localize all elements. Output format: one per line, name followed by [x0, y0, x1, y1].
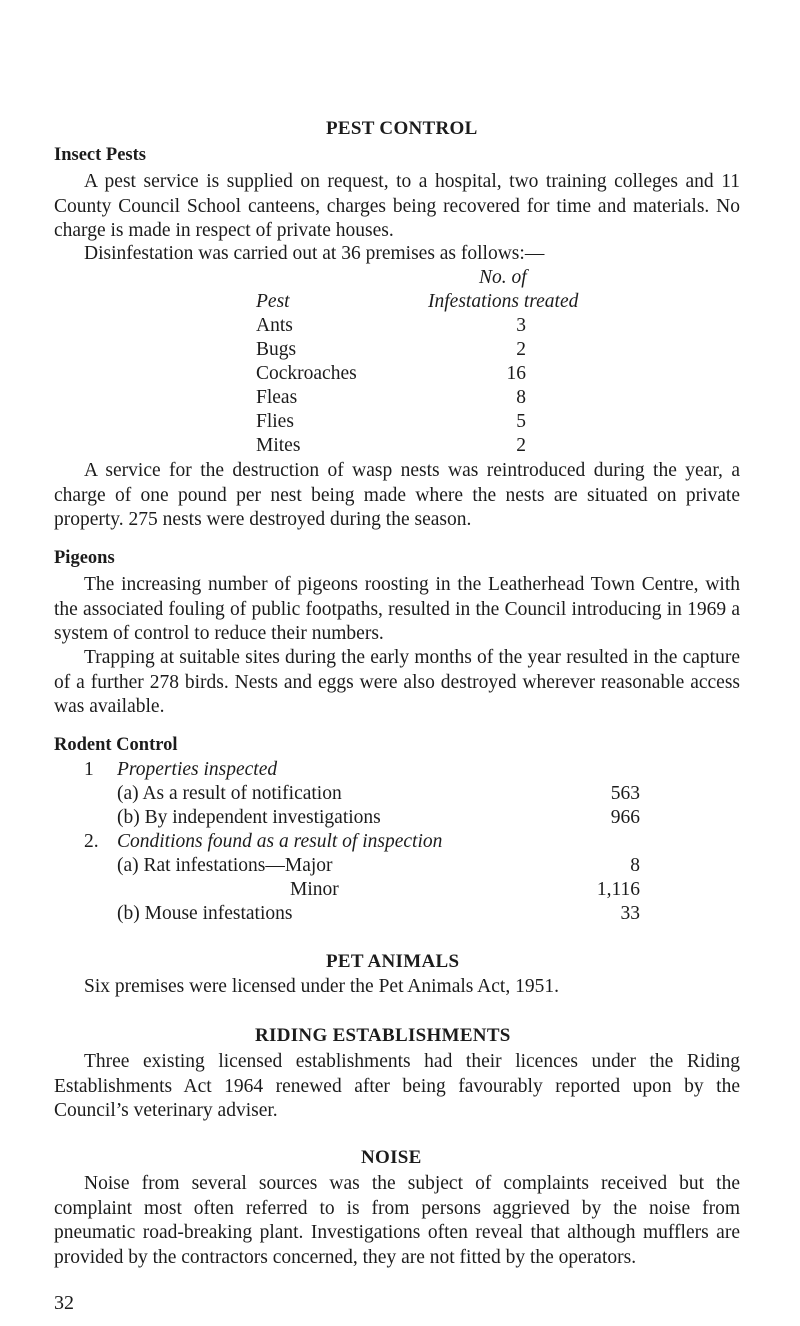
pigeons-paragraph-2: Trapping at suitable sites during the early months of the year resulted in the capture of a further 278 birds. Nests and eggs were also destroyed wherever reasonable access was available.: [54, 647, 740, 717]
pet-animals-text: Six premises were licensed under the Pet Animals Act, 1951.: [84, 976, 559, 997]
wasp-paragraph: A service for the destruction of wasp nests was reintroduced during the year, a charge of one pound per nest being made where the nests are situated on private property. 275 nests were destroyed during the season.: [54, 460, 740, 530]
table-row-pest: Fleas: [256, 387, 298, 408]
rodent-section-1-title: Properties inspected: [117, 759, 278, 780]
rodent-section-1-number: 1: [84, 759, 94, 780]
rodent-2a-minor-label: Minor: [290, 879, 339, 900]
page-number: 32: [54, 1292, 74, 1314]
rodent-2a-label: (a) Rat infestations—Major: [117, 855, 333, 876]
rodent-section-2-number: 2.: [84, 831, 99, 852]
riding-paragraph: Three existing licensed establishments had their licences under the Riding Establishments Act 1964 renewed after being favourably reported upon by the Council’s veterinary adviser.: [54, 1051, 740, 1121]
riding-establishments-heading: RIDING ESTABLISHMENTS: [255, 1025, 511, 1046]
pigeons-heading: Pigeons: [54, 548, 115, 568]
rodent-2a-value: 8: [630, 855, 640, 876]
table-row-pest: Bugs: [256, 339, 297, 360]
insect-pests-heading: Insect Pests: [54, 145, 146, 165]
table-row-count: 8: [516, 387, 526, 408]
page-title: PEST CONTROL: [326, 118, 478, 139]
table-row-count: 2: [516, 339, 526, 360]
table-row-pest: Cockroaches: [256, 363, 357, 384]
infestation-col-header-line1: No. of: [479, 267, 527, 288]
noise-paragraph: Noise from several sources was the subject of complaints received but the complaint most often referred to is from persons aggrieved by the noise from pneumatic road-breaking plant. Investigations often reveal that although mufflers are provided by the contractors concerned, they are not fitted by the operators.: [54, 1173, 740, 1268]
table-row-count: 16: [506, 363, 526, 384]
table-row-pest: Ants: [256, 315, 293, 336]
table-row-count: 2: [516, 435, 526, 456]
pigeons-paragraph-1: The increasing number of pigeons roosting in the Leatherhead Town Centre, with the associated fouling of public footpaths, resulted in the Council introducing in 1969 a system of control to reduce their numbers.: [54, 574, 740, 644]
rodent-1b-label: (b) By independent investigations: [117, 807, 381, 828]
table-row-count: 5: [516, 411, 526, 432]
rodent-control-heading: Rodent Control: [54, 735, 178, 755]
rodent-1b-value: 966: [610, 807, 640, 828]
disinfestation-text: Disinfestation was carried out at 36 premises as follows:—: [84, 243, 545, 264]
table-row-pest: Mites: [256, 435, 301, 456]
insect-intro-paragraph: A pest service is supplied on request, to a hospital, two training colleges and 11 County Council School canteens, charges being recovered for time and materials. No charge is made in respect of private houses.: [54, 171, 740, 241]
rodent-2b-value: 33: [620, 903, 640, 924]
rodent-section-2-title: Conditions found as a result of inspection: [117, 831, 443, 852]
rodent-2a-minor-value: 1,116: [596, 879, 640, 900]
pest-col-header: Pest: [256, 291, 290, 312]
rodent-1a-value: 563: [610, 783, 640, 804]
rodent-2b-label: (b) Mouse infestations: [117, 903, 293, 924]
noise-heading: NOISE: [361, 1147, 422, 1168]
rodent-1a-label: (a) As a result of notification: [117, 783, 342, 804]
table-row-pest: Flies: [256, 411, 294, 432]
pet-animals-heading: PET ANIMALS: [326, 951, 460, 972]
infestation-col-header-line2: Infestations treated: [428, 291, 579, 312]
table-row-count: 3: [516, 315, 526, 336]
